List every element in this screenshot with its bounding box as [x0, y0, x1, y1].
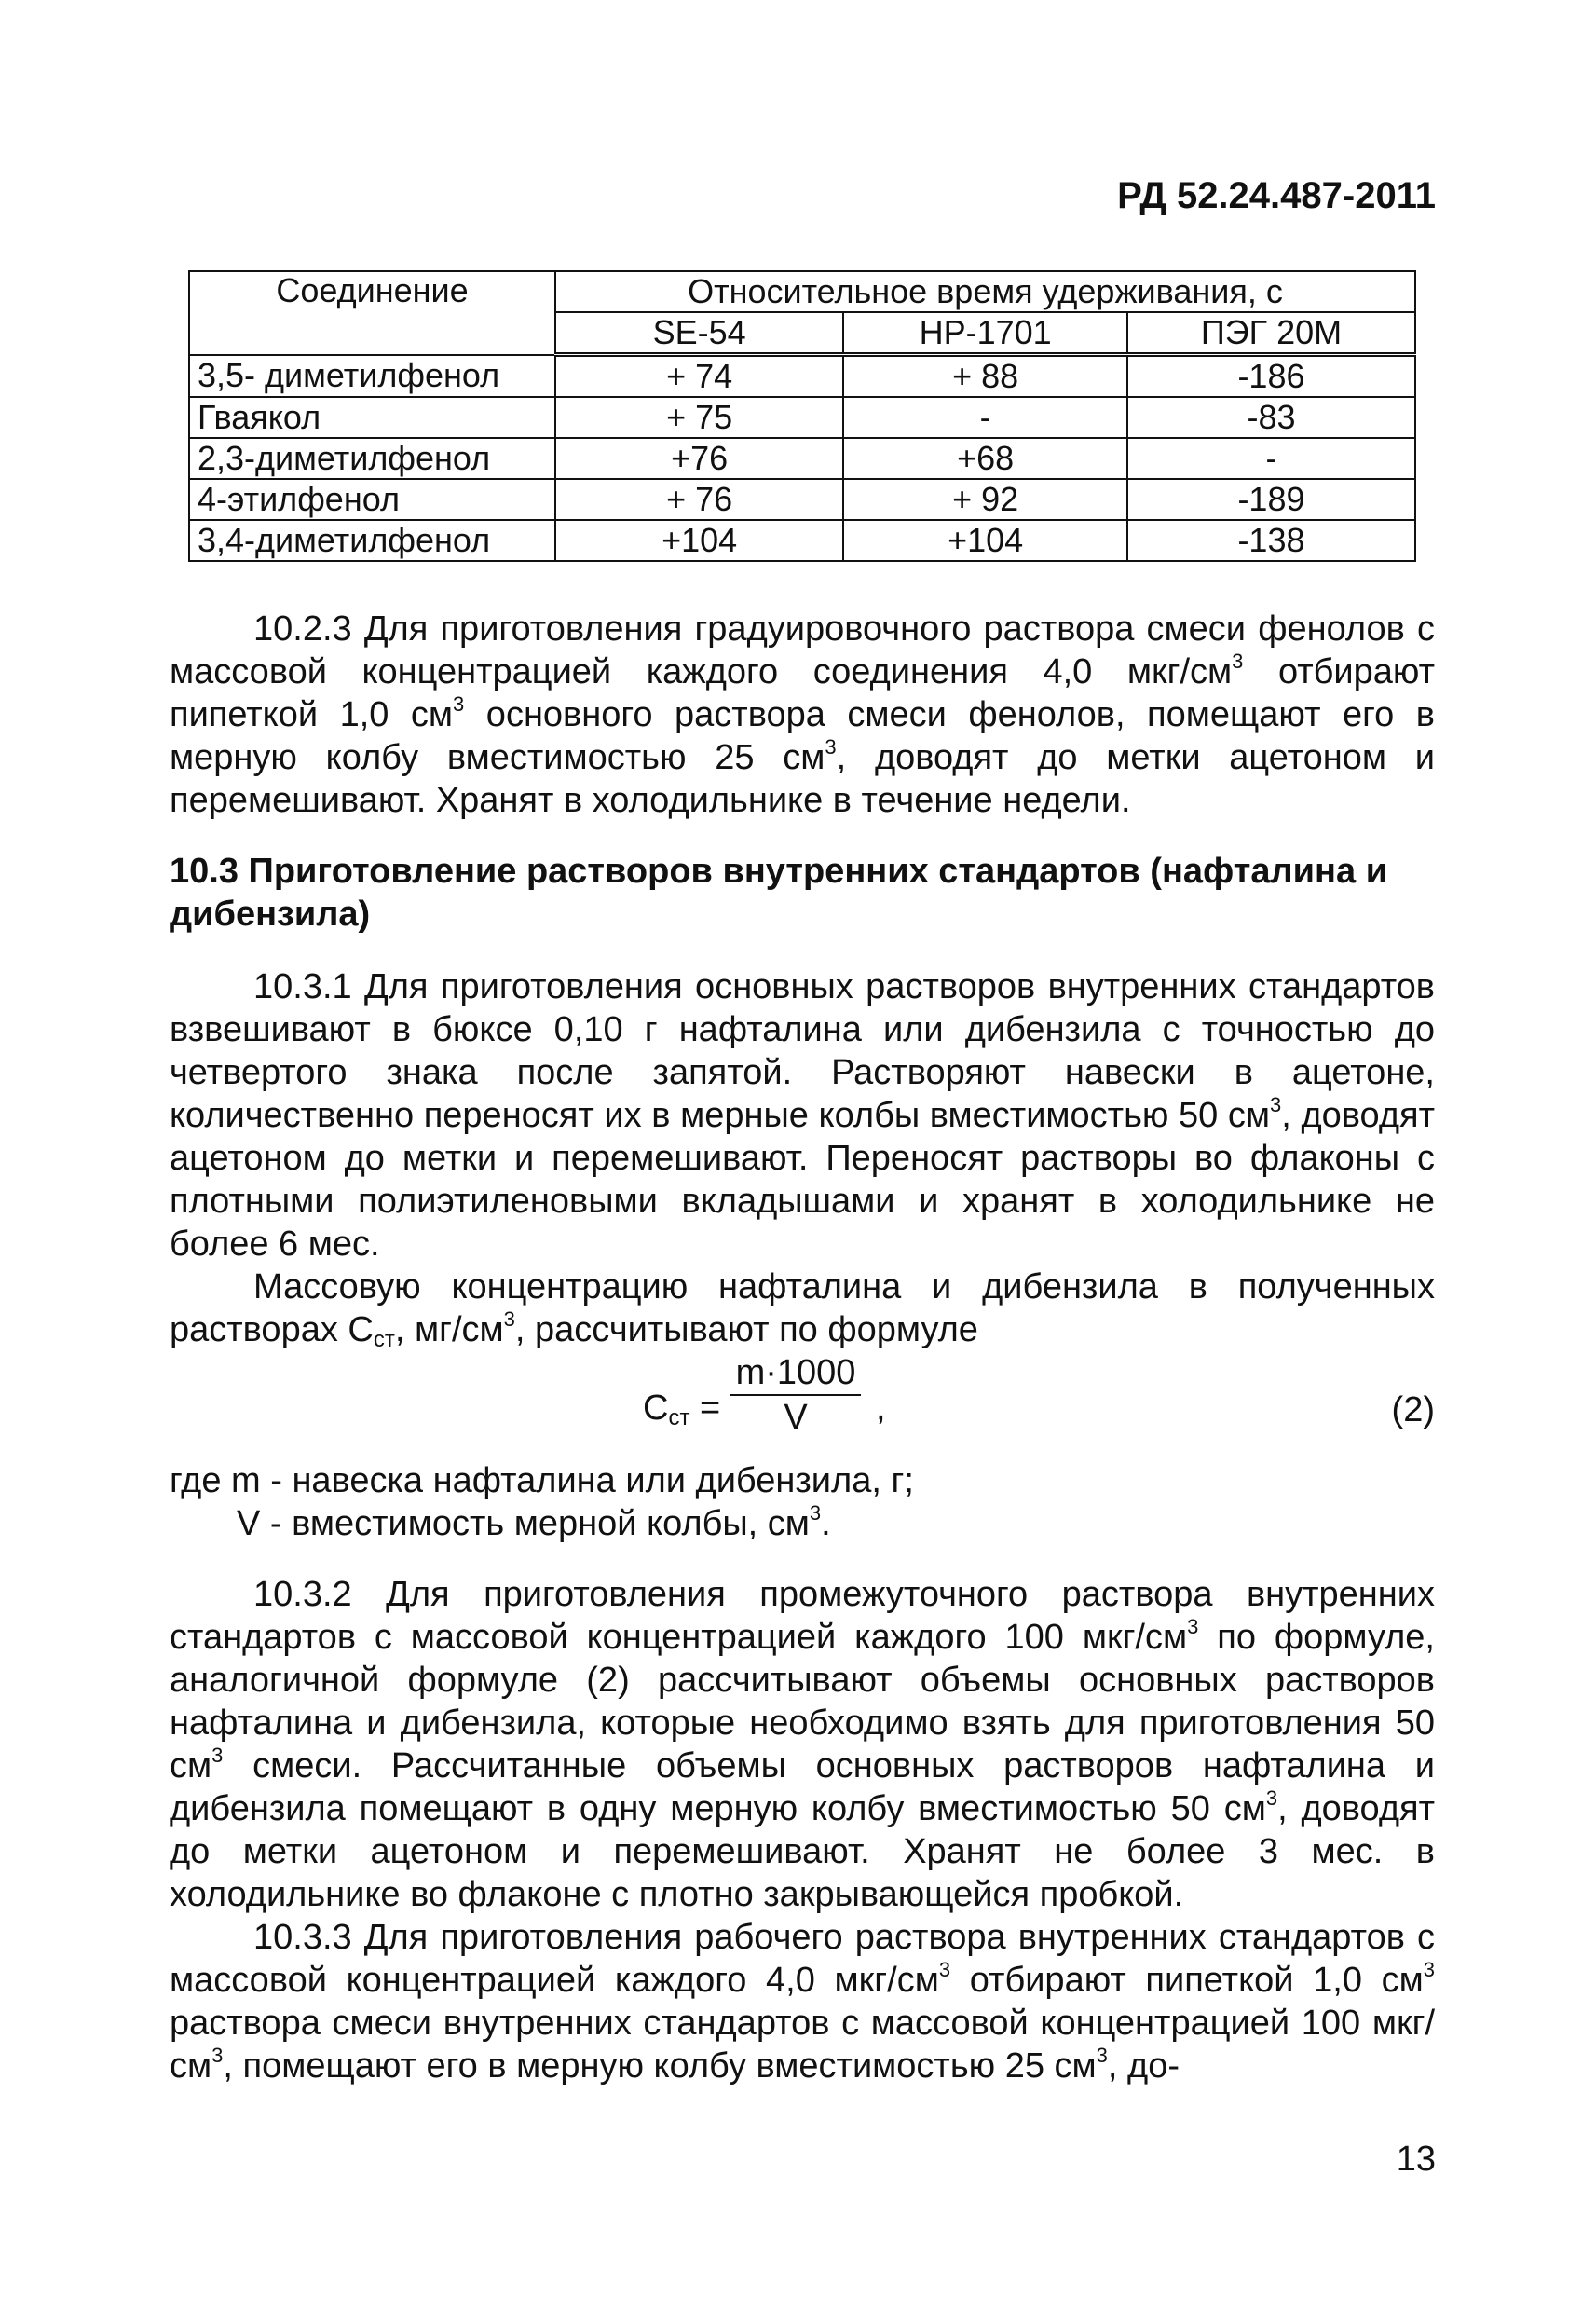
table-cell: + 76: [555, 479, 843, 520]
legend-v: V - вместимость мерной колбы, $см^3$.: [237, 1501, 831, 1543]
paragraph-10-3-1: 10.3.1 Для приготовления основных растворов внутренних стандартов взвешивают в бюксе 0,10 г нафталина или дибензила с точностью до четвертого знака после запятой. Растворяют навески в ацетоне, количественно переносят их в мерные колбы вместимостью 50 $см^3$, доводят ацетоном до метки и перемешивают. Переносят растворы во флаконы с плотными полиэтиленовыми вкладышами и хранят в холодильнике не более 6 мес. Массовую концентрацию нафталина и дибензила в полученных растворах $С_{ст}$, $мг/см^3$, рассчитывают по формуле: [170, 967, 1436, 1352]
formula-lhs: $С_{ст}$ =: [643, 1389, 721, 1430]
formula-legend: [170, 1459, 1435, 1545]
formula-fraction: [730, 1351, 861, 1439]
formula-denominator: V: [784, 1398, 808, 1437]
compound-name: 2,3-диметилфенол: [189, 438, 555, 479]
column-header-hp1701: HP-1701: [843, 312, 1127, 355]
compound-header: Соединение: [189, 271, 555, 355]
table-cell: +104: [843, 520, 1127, 561]
table-cell: + 92: [843, 479, 1127, 520]
table-row: [189, 397, 1415, 438]
legend-m: где m - навеска нафталина или дибензила, г;: [170, 1461, 914, 1500]
paragraph-mass-concentration: Массовую концентрацию нафталина и дибензила в полученных растворах $С_{ст}$, $мг/см^3$, рассчитывают по формуле: [170, 1267, 1435, 1352]
table-cell: +68: [843, 438, 1127, 479]
table-cell: -: [843, 397, 1127, 438]
table-row: [189, 520, 1415, 561]
column-header-peg20m: ПЭГ 20М: [1127, 312, 1415, 355]
compound-name: Гваякол: [189, 397, 555, 438]
paragraph-10-3-3: 10.3.3 Для приготовления рабочего раствора внутренних стандартов с массовой концентрацией каждого 4,0 мкг/$см^3$ отбирают пипеткой 1,0 $см^3$ раствора смеси внутренних стандартов с массовой концентрацией 100 мкг/$см^3$, помещают его в мерную колбу вместимостью 25 $см^3$, до-: [170, 1918, 1436, 2086]
retention-time-table: [188, 270, 1416, 562]
table-row: [189, 479, 1415, 520]
column-header-se54: SE-54: [555, 312, 843, 355]
table-cell: -138: [1127, 520, 1415, 561]
table-cell: -83: [1127, 397, 1415, 438]
formula-2: [643, 1351, 1435, 1454]
table-cell: + 74: [555, 355, 843, 398]
table-cell: -: [1127, 438, 1415, 479]
table-cell: + 75: [555, 397, 843, 438]
formula-numerator: m·1000: [730, 1351, 861, 1396]
table-row: [189, 438, 1415, 479]
compound-name: 4-этилфенол: [189, 479, 555, 520]
paragraph-10-3-2: 10.3.2 Для приготовления промежуточного раствора внутренних стандартов с массовой концентрацией каждого 100 мкг/$см^3$ по формуле, аналогичной формуле (2) рассчитывают объемы основных растворов нафталина и дибензила, которые необходимо взять для приготовления 50 $см^3$ смеси. Рассчитанные объемы основных растворов нафталина и дибензила помещают в одну мерную колбу вместимостью 50 $см^3$, доводят до метки ацетоном и перемешивают. Хранят не более 3 мес. в холодильнике во флаконе с плотно закрывающейся пробкой.: [170, 1575, 1435, 1914]
table-row: [189, 355, 1415, 398]
formula-number: (2): [1391, 1390, 1435, 1430]
table-cell: +104: [555, 520, 843, 561]
document-id: РД 52.24.487-2011: [1117, 175, 1436, 216]
section-heading-10-3: 10.3 Приготовление растворов внутренних стандартов (нафталина и дибензила): [170, 852, 1388, 934]
compound-name: 3,4-диметилфенол: [189, 520, 555, 561]
table-cell: -189: [1127, 479, 1415, 520]
formula-comma: ,: [876, 1389, 886, 1428]
paragraph-10-2-3: 10.2.3 Для приготовления градуировочного раствора смеси фенолов с массовой концентрацией каждого соединения 4,0 мкг/$см^3$ отбирают пипеткой 1,0 $см^3$ основного раствора смеси фенолов, помещают его в мерную колбу вместимостью 25 $см^3$, доводят до метки ацетоном и перемешивают. Хранят в холодильнике в течение недели.: [170, 609, 1435, 820]
compound-name: 3,5- диметилфенол: [189, 355, 555, 398]
table-cell: + 88: [843, 355, 1127, 398]
table-cell: +76: [555, 438, 843, 479]
page-number: 13: [1396, 2140, 1436, 2179]
retention-group-header: Относительное время удерживания, с: [555, 271, 1415, 312]
table-cell: -186: [1127, 355, 1415, 398]
